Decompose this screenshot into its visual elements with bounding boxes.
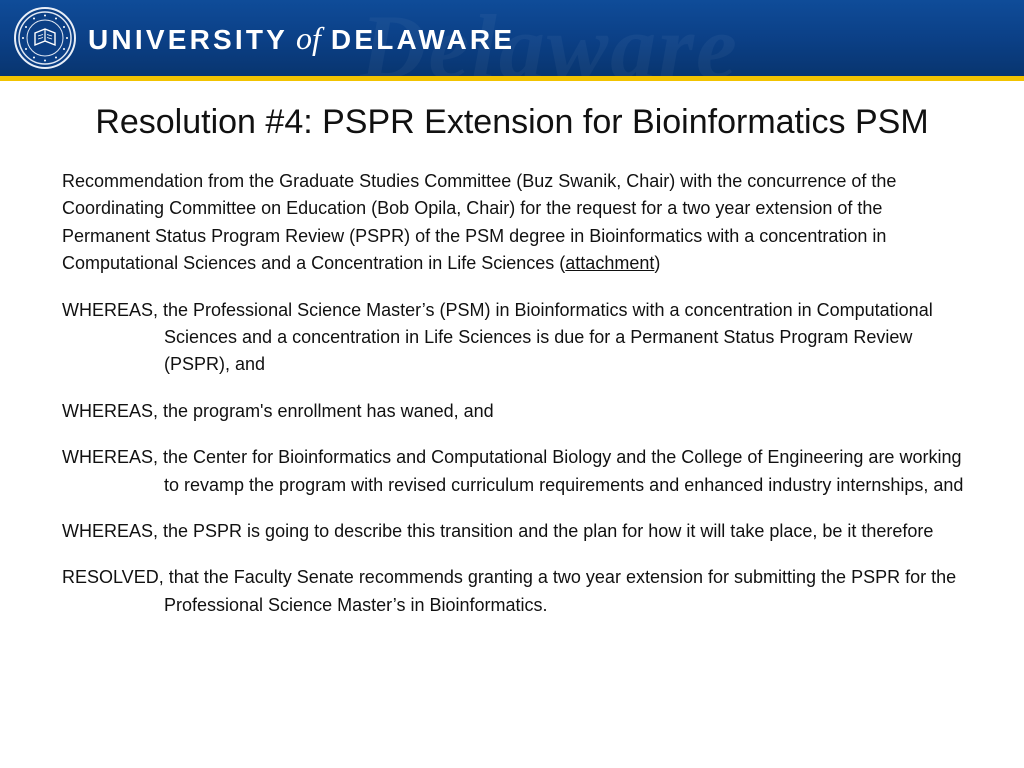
- intro-paragraph: [62, 168, 972, 278]
- intro-close: ): [654, 253, 661, 274]
- wordmark-delaware: DELAWARE: [330, 24, 516, 55]
- university-wordmark[interactable]: [88, 20, 515, 60]
- intro-text: Recommendation from the Graduate Studies Committee (Buz Swanik, Chair) with the concurrence of the Coordinating Committee on Education (Bob Opila, Chair) for the request for a two year extension of the Permanent Status Program Review (PSPR) of the PSM degree in Bioinformatics with a concentration in Computational Sciences and a Concentration in Life Sciences (: [62, 171, 897, 274]
- wordmark-university: UNIVERSITY: [88, 24, 289, 55]
- slide-title: Resolution #4: PSPR Extension for Bioinformatics PSM: [95, 103, 929, 141]
- wordmark-of: of: [296, 20, 321, 56]
- attachment-link[interactable]: attachment: [565, 253, 655, 274]
- gold-divider: [0, 76, 1024, 81]
- whereas-clause-2: WHEREAS, the program's enrollment has waned, and: [62, 400, 494, 421]
- whereas-clause-4: WHEREAS, the PSPR is going to describe this transition and the plan for how it will take place, be it therefore: [62, 521, 934, 542]
- header-banner: [0, 0, 1024, 76]
- resolved-clause: RESOLVED, that the Faculty Senate recommends granting a two year extension for submitting the PSPR for the Professional Science Master’s in Bioinformatics.: [62, 567, 957, 615]
- slide-body: [62, 168, 972, 638]
- whereas-clause-1: WHEREAS, the Professional Science Master’s (PSM) in Bioinformatics with a concentration in Computational Sciences and a concentration in Life Sciences is due for a Permanent Status Program Review (PSPR), and: [62, 299, 933, 375]
- university-seal-icon[interactable]: [14, 7, 76, 69]
- whereas-clause-3: WHEREAS, the Center for Bioinformatics and Computational Biology and the College of Engineering are working to revamp the program with revised curriculum requirements and enhanced industry internships, and: [62, 447, 964, 495]
